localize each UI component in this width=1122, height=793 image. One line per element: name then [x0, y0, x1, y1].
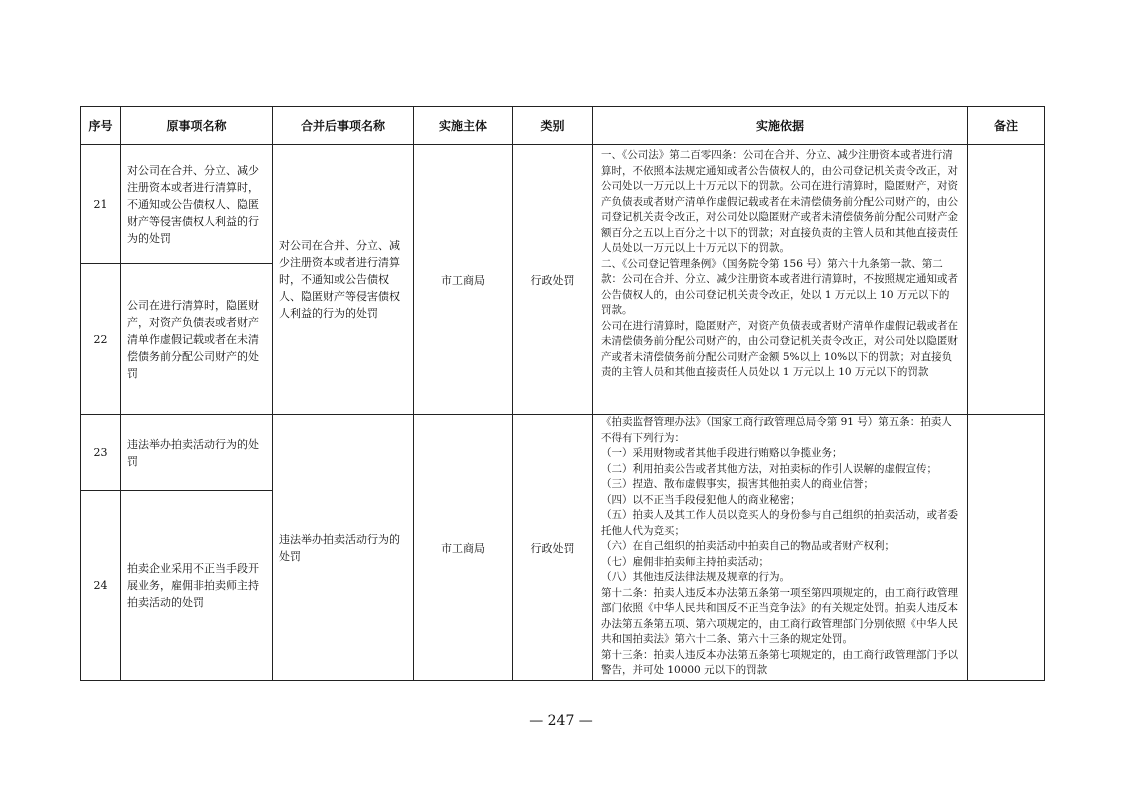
header-merged-name: 合并后事项名称 — [273, 107, 414, 145]
remark — [968, 145, 1045, 415]
remark — [968, 415, 1045, 681]
basis-paragraph: （二）利用拍卖公告或者其他方法，对拍卖标的作引人误解的虚假宣传； — [601, 462, 937, 475]
basis-paragraph: 二、《公司登记管理条例》（国务院令第 156 号）第六十九条第一款、第二款：公司在合并、分立、减少注册资本或者进行清算时，不按照规定通知或者公告债权人的，由公司登记机关责令改正，处以 1 万元以上 10 万元以下的罚款。 — [601, 257, 958, 316]
basis-paragraph: 《拍卖监督管理办法》（国家工商行政管理总局令第 91 号）第五条：拍卖人不得有下列行为： — [601, 416, 952, 444]
basis-paragraph: 第十二条：拍卖人违反本办法第五条第一项至第四项规定的，由工商行政管理部门依照《中华人民共和国反不正当竞争法》的有关规定处罚。拍卖人违反本办法第五条第五项、第六项规定的，由工商行政管理部门分别依照《中华人民共和国拍卖法》第六十二条、第六十三条的规定处罚。 — [601, 586, 958, 645]
category: 行政处罚 — [513, 415, 593, 681]
legal-basis — [593, 145, 968, 415]
enforcement-table — [80, 106, 1045, 681]
header-num: 序号 — [81, 107, 121, 145]
basis-paragraph: （四）以不正当手段侵犯他人的商业秘密； — [601, 493, 801, 506]
original-item-name: 违法举办拍卖活动行为的处罚 — [121, 415, 273, 491]
original-item-name: 拍卖企业采用不正当手段开展业务，雇佣非拍卖师主持拍卖活动的处罚 — [121, 491, 273, 681]
original-item-name: 公司在进行清算时，隐匿财产，对资产负债表或者财产清单作虚假记载或者在未清偿债务前分配公司财产的处罚 — [121, 264, 273, 415]
row-num: 24 — [81, 491, 121, 681]
row-num: 22 — [81, 264, 121, 415]
merged-item-name: 违法举办拍卖活动行为的处罚 — [273, 415, 414, 681]
basis-paragraph: （五）拍卖人及其工作人员以竞买人的身份参与自己组织的拍卖活动，或者委托他人代为竞买； — [601, 509, 958, 537]
header-remark: 备注 — [968, 107, 1045, 145]
table-row — [81, 415, 1045, 491]
merged-item-name: 对公司在合并、分立、减少注册资本或者进行清算时，不通知或公告债权人、隐匿财产等侵害债权人利益的行为的处罚 — [273, 145, 414, 415]
category: 行政处罚 — [513, 145, 593, 415]
basis-paragraph: （七）雇佣非拍卖师主持拍卖活动； — [601, 555, 769, 568]
basis-paragraph: 一、《公司法》第二百零四条：公司在合并、分立、减少注册资本或者进行清算时，不依照本法规定通知或者公告债权人的，由公司登记机关责令改正，对公司处以一万元以上十万元以下的罚款。公司在进行清算时，隐匿财产，对资产负债表或者财产清单作虚假记载或者在未清偿债务前分配公司财产的，由公司登记机关责令改正，对公司处以隐匿财产或者未清偿债务前分配公司财产金额百分之五以上百分之十以下的罚款；对直接负责的主管人员和其他直接责任人员处以一万元以上十万元以下的罚款。 — [601, 149, 958, 254]
original-item-name: 对公司在合并、分立、减少注册资本或者进行清算时，不通知或公告债权人、隐匿财产等侵害债权人利益的行为的处罚 — [121, 145, 273, 264]
header-subject: 实施主体 — [414, 107, 513, 145]
header-basis: 实施依据 — [593, 107, 968, 145]
implementing-subject: 市工商局 — [414, 415, 513, 681]
basis-paragraph: 第十三条：拍卖人违反本办法第五条第七项规定的，由工商行政管理部门予以警告，并可处 10000 元以下的罚款 — [601, 648, 958, 676]
basis-paragraph: 公司在进行清算时，隐匿财产，对资产负债表或者财产清单作虚假记载或者在未清偿债务前分配公司财产的，由公司登记机关责令改正，对公司处以隐匿财产或者未清偿债务前分配公司财产金额 5%以上 10%以下的罚款；对直接负责的主管人员和其他直接责任人员处以 1 万元以上 10 万元以下的罚款 — [601, 319, 958, 378]
page-number: — 247 — — [529, 713, 593, 729]
basis-paragraph: （三）捏造、散布虚假事实，损害其他拍卖人的商业信誉； — [601, 478, 874, 490]
row-num: 21 — [81, 145, 121, 264]
row-num: 23 — [81, 415, 121, 491]
header-category: 类别 — [513, 107, 593, 145]
header-original-name: 原事项名称 — [121, 107, 273, 145]
basis-paragraph: （八）其他违反法律法规及规章的行为。 — [601, 571, 790, 583]
table-row — [81, 145, 1045, 264]
header-row — [81, 107, 1045, 145]
basis-paragraph: （一）采用财物或者其他手段进行贿赂以争揽业务； — [601, 447, 843, 459]
basis-paragraph: （六）在自己组织的拍卖活动中拍卖自己的物品或者财产权利； — [601, 540, 895, 552]
implementing-subject: 市工商局 — [414, 145, 513, 415]
legal-basis — [593, 415, 968, 681]
